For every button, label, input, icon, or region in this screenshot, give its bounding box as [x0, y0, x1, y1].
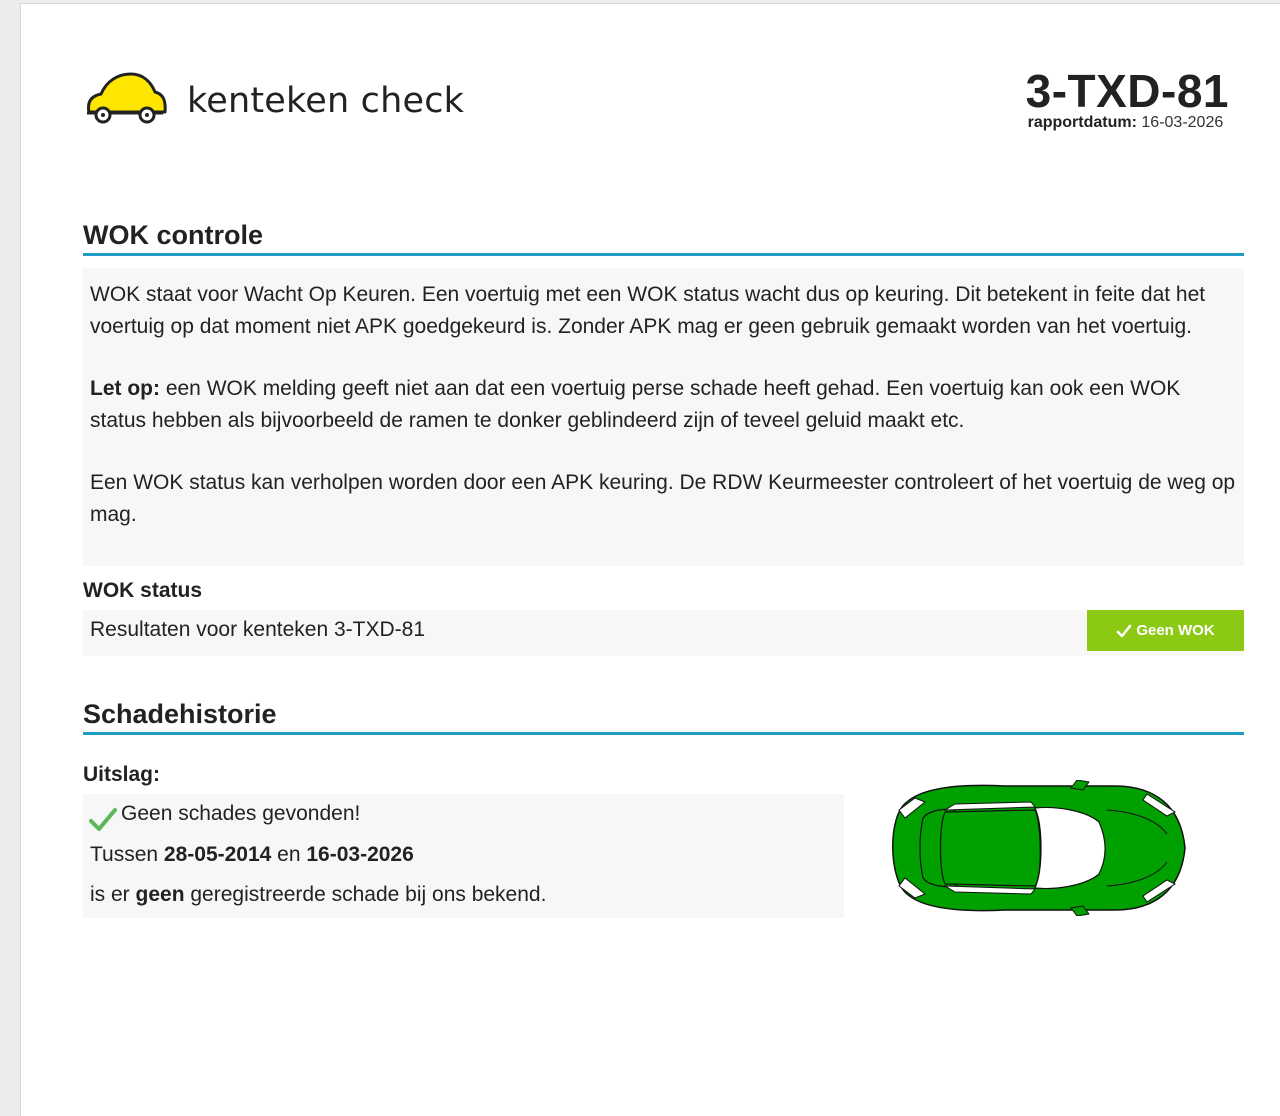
statement-prefix: is er: [90, 883, 136, 906]
car-roof: [941, 810, 1041, 886]
report-page: [20, 3, 1280, 1116]
report-date: [1026, 114, 1229, 132]
report-date-value: 16-03-2026: [1141, 114, 1224, 131]
period-start-date: 28-05-2014: [163, 843, 272, 866]
checkmark-icon: [1116, 624, 1132, 638]
wok-status-badge-label: Geen WOK: [1136, 622, 1215, 639]
plate-number: 3-TXD-81: [1025, 65, 1229, 117]
damage-section-title: Schadehistorie: [83, 699, 1244, 735]
wok-paragraph-3: Een WOK status kan verholpen worden door een APK keuring. De RDW Keurmeester controleert of het voertuig de weg op mag.: [90, 471, 1236, 526]
damage-statement: [90, 883, 546, 907]
period-prefix: Tussen: [90, 843, 164, 866]
wok-status-heading: WOK status: [83, 579, 203, 602]
car-logo-icon: [83, 72, 167, 130]
wok-note-text: een WOK melding geeft niet aan dat een voertuig perse schade heeft gehad. Een voertuig kan ook een WOK status hebben als bijvoorbeeld de ramen te donker geblindeerd zijn of teveel geluid maakt etc.: [90, 377, 1181, 432]
wok-section-title: WOK controle: [83, 220, 1244, 256]
car-windshield: [1035, 808, 1105, 889]
wok-note-label: Let op:: [90, 377, 160, 400]
report-date-label: rapportdatum:: [1027, 114, 1137, 131]
period-conjunction: en: [271, 843, 307, 866]
wok-status-row: [83, 610, 1244, 656]
wok-paragraph-2: [90, 373, 1236, 436]
wok-info-box: [83, 268, 1244, 566]
wok-status-badge: [1087, 610, 1244, 651]
logo[interactable]: [83, 72, 464, 130]
plate-block: [1026, 64, 1229, 132]
logo-text: kenteken check: [187, 81, 465, 121]
wok-paragraph-1: WOK staat voor Wacht Op Keuren. Een voertuig met een WOK status wacht dus op keuring. Dit betekent in feite dat het voertuig op dat moment niet APK goedgekeurd is. Zonder APK mag er geen gebruik gemaakt worden van het voertuig.: [90, 283, 1206, 338]
car-damage-diagram: [885, 780, 1189, 916]
damage-period: [90, 843, 414, 867]
statement-emphasis: geen: [135, 883, 185, 906]
damage-result-box: [83, 794, 844, 918]
period-end-date: 16-03-2026: [306, 843, 414, 866]
no-damage-text: Geen schades gevonden!: [121, 802, 361, 825]
wok-status-text: Resultaten voor kenteken 3-TXD-81: [90, 618, 426, 641]
statement-rest: geregistreerde schade bij ons bekend.: [184, 883, 547, 906]
green-check-icon: [88, 807, 118, 833]
damage-result-label: Uitslag:: [83, 763, 161, 786]
